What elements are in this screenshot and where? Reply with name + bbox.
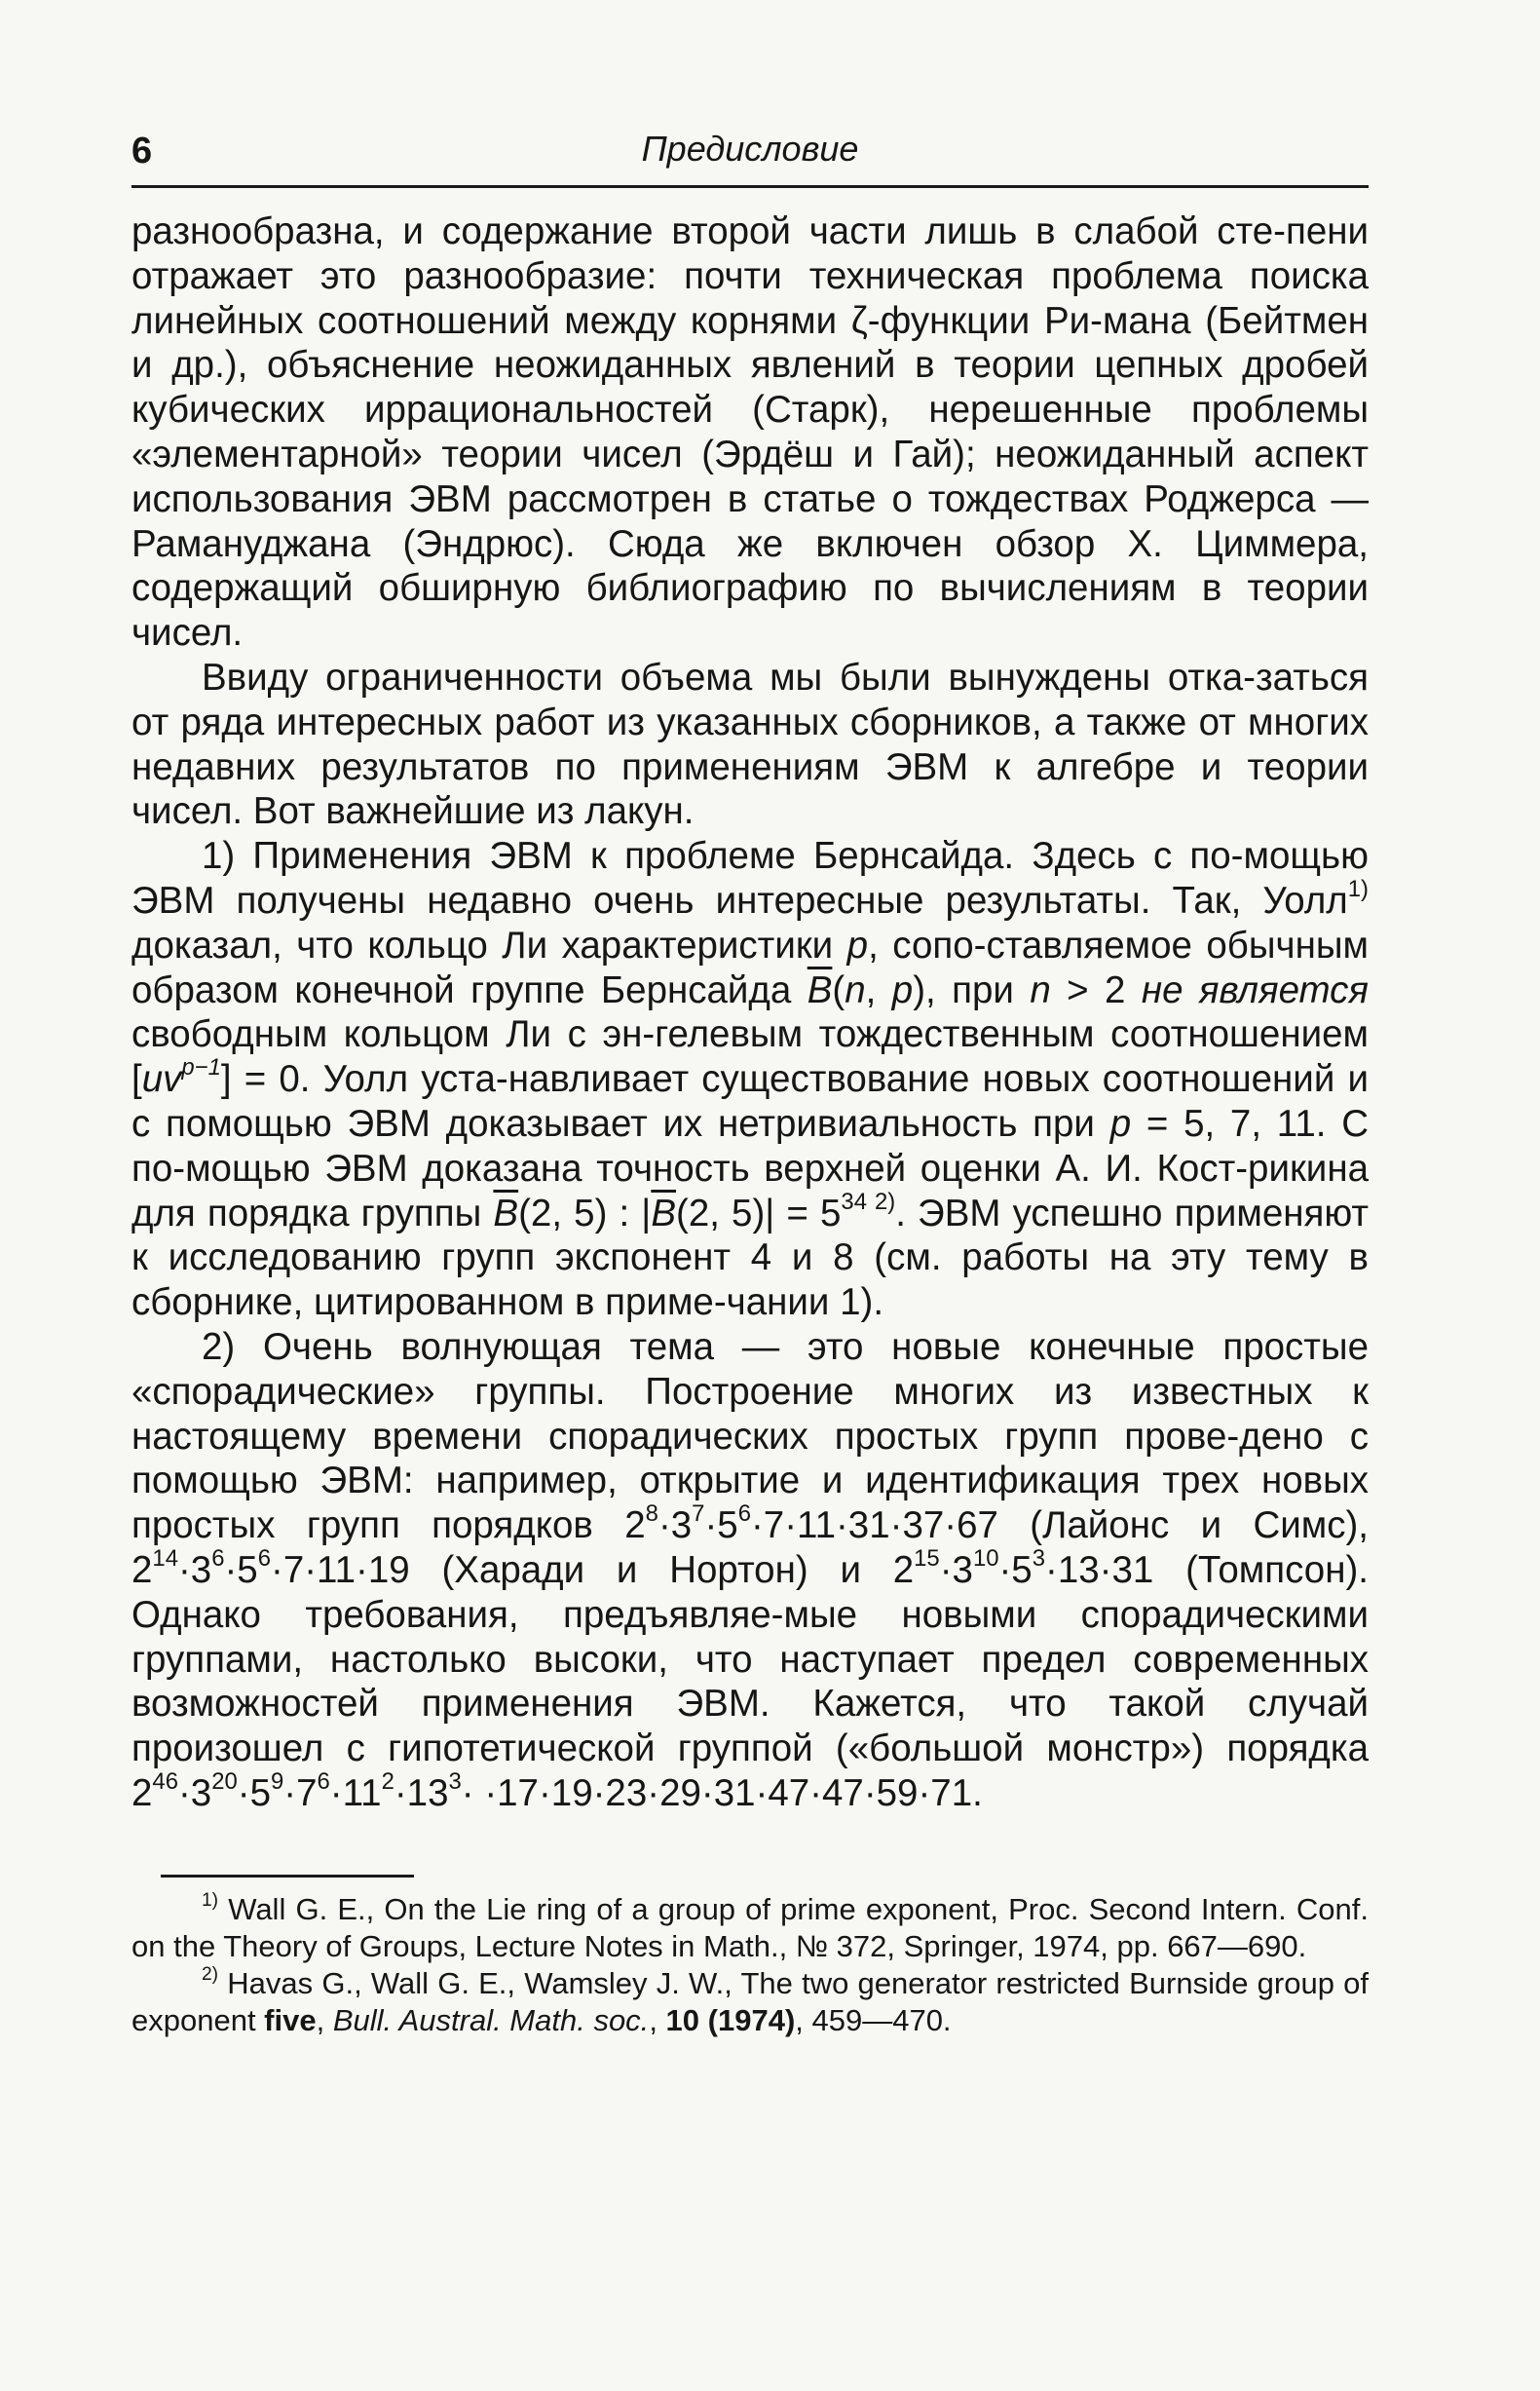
exponent: 8 [645,1499,658,1527]
exponent: 6 [211,1544,225,1572]
text-run: ( [832,968,845,1011]
exponent: 2 [381,1767,394,1795]
variable-p: p [891,968,914,1011]
group-b-bar: $\overline{B}$ [493,1192,519,1234]
paragraph-burnside [131,834,1369,1325]
paragraph-intro-continued: разнообразна, и содержание второй части лишь в слабой сте-пени отражает это разнообразие: почти техническая проблема поиска линейных соотношений между корнями ζ-функции Ри-мана (Бейтмен и др.), объяснение неожиданных явлений в теории цепных дробей кубических иррациональностей (Старк), нерешенные проблемы «элементарной» теории чисел (Эрдёш и Гай); неожиданный аспект использования ЭВМ рассмотрен в статье о тождествах Роджерса — Рамануджана (Эндрюс). Сюда же включен обзор X. Циммера, содержащий обширную библиографию по вычислениям в теории чисел. [131,210,1369,655]
text-run: ·5 [224,1548,258,1591]
exponent: 10 [972,1544,999,1572]
footnote-ref-1[interactable]: 1) [1347,875,1369,902]
variable-n: n [845,968,866,1011]
exponent: 7 [692,1499,705,1527]
footnote-mark: 1) [202,1889,219,1911]
variable-p: p [1109,1102,1132,1145]
text-run: доказал, что кольцо Ли характеристики [131,924,847,967]
variable-p: p [846,924,869,967]
footnote-ref-2[interactable]: 2) [866,1188,896,1215]
paragraph-sporadic-groups [131,1325,1369,1816]
text-run: ] = 0. Уолл уста-навливает существование новых соотношений и с помощью ЭВМ доказывает их нетривиальность при [131,1058,1369,1145]
formula-exponent: p−1 [181,1053,221,1081]
text-run: (2, 5) : | [518,1192,652,1234]
footnote-text: , 459—470. [795,2002,952,2037]
footnote-text: , [649,2002,666,2037]
text-run: ·11 [329,1771,382,1814]
text-run: ·3 [177,1771,212,1814]
variable-n: n [1030,968,1051,1011]
emphasis: не является [1141,968,1369,1011]
text-run: ·7·11·31·37·67 (Лайонс и Симс), 2 [131,1504,1369,1591]
text-run: ·13·31 (Томпсон). Однако требования, предъявляе-мые новыми спорадическими группами, настолько высоки, что наступает предел современных возможностей применения ЭВМ. Кажется, что такой случай произошел с гипотетической группой («большой монстр») порядка 2 [131,1548,1369,1814]
text-run: ·5 [237,1771,271,1814]
text-run: ·7 [283,1771,318,1814]
text-run: ·13 [394,1771,449,1814]
exponent: 9 [270,1767,284,1795]
text-run: ·3 [657,1504,693,1547]
journal-volume: 10 [665,2002,700,2037]
text-run: . ЭВМ успешно применяют к исследованию групп экспонент 4 и 8 (см. работы на эту тему в сборнике, цитированном в приме-чании 1). [131,1192,1370,1324]
text-run: ·7·11·19 (Харади и Нортон) и 2 [271,1548,915,1591]
exponent: 6 [737,1499,751,1527]
group-b-bar: $\overline{B}$ [807,968,833,1011]
paragraph-omissions: Ввиду ограниченности объема мы были вынуждены отка-заться от ряда интересных работ из указанных сборников, а также от многих недавних результатов по применениям ЭВМ к алгебре и теории чисел. Вот важнейшие из лакун. [131,656,1369,833]
text-run: ·3 [939,1548,973,1591]
journal-year: (1974) [707,2002,796,2037]
page-header [131,117,1369,188]
footnote-text: Wall G. E., On the Lie ring of a group of prime exponent, Proc. Second Intern. Conf. on the Theory of Groups, Lecture Notes in Math., № 372, Springer, 1974, pp. 667—690. [131,1891,1369,1963]
text-run: , сопо-ставляемое обычным образом конечной группе Бернсайда [131,924,1369,1011]
exponent: 46 [152,1767,178,1795]
text-run: ), при [913,968,1031,1011]
text-run: 2) Очень волнующая тема — это новые конечные простые «спорадические» группы. Построение многих из известных к настоящему времени спорадических простых групп прове-дено с помощью ЭВМ: например, открытие и идентификация трех новых простых групп порядков 2 [131,1325,1369,1547]
footnote-text [699,2003,708,2037]
footnote-text: Havas G., Wall G. E., Wamsley J. W., The two generator restricted Burnside group of exponent [131,1965,1369,2037]
exponent: 20 [211,1767,238,1795]
exponent: 3 [448,1767,462,1795]
text-run: = 5, 7, 11. С по-мощью ЭВМ доказана точность верхней оценки А. И. Кост-рикина для порядка группы [131,1102,1369,1234]
footnote-2 [131,1965,1369,2039]
text-run: , [865,968,892,1011]
exponent: 14 [152,1544,178,1572]
exponent: 3 [1032,1544,1045,1572]
text-run: > 2 [1050,968,1142,1011]
text-run: ·5 [704,1504,738,1547]
group-b-bar: $\overline{B}$ [651,1192,677,1234]
exponent: 6 [257,1544,271,1572]
page [131,117,1369,2039]
text-run: 1) Применения ЭВМ к проблеме Бернсайда. Здесь с по-мощью ЭВМ получены недавно очень интересные результаты. Так, Уолл [131,835,1369,922]
text-run: ·3 [177,1548,212,1591]
footnote-text: , [316,2002,333,2037]
text-run: свободным кольцом Ли с эн-гелевым тождественным соотношением [ [131,1013,1369,1101]
text-run: ·5 [998,1548,1033,1591]
journal-title: Bull. Austral. Math. soc. [332,2002,650,2037]
footnote-bold-text: five [264,2002,317,2037]
footnote-mark: 2) [202,1963,219,1985]
text-run: (2, 5)| = 5 [676,1192,842,1234]
footnote-1 [131,1891,1369,1965]
page-number: 6 [131,131,153,171]
exponent: 15 [914,1544,940,1572]
exponent: 6 [317,1767,330,1795]
running-title: Предисловие [641,129,859,169]
exponent: 34 [841,1188,867,1215]
body-text [131,209,1369,1816]
footnote-divider [161,1875,414,1878]
text-run: · ·17·19·23·29·31·47·47·59·71. [461,1771,983,1814]
footnotes [131,1891,1369,2039]
formula-base: uv [141,1058,182,1101]
